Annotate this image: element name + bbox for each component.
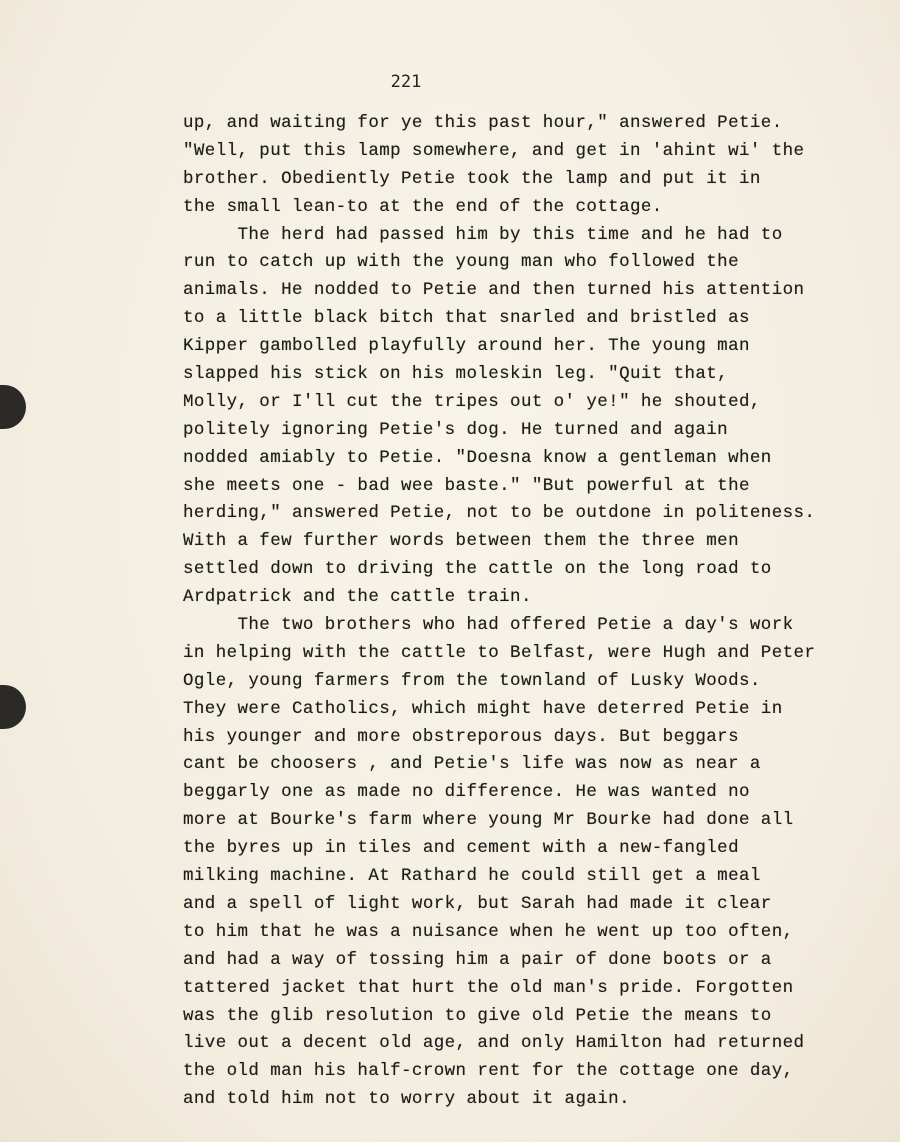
text-line: and had a way of tossing him a pair of done boots or a <box>183 949 772 970</box>
text-line: run to catch up with the young man who followed the <box>183 252 739 273</box>
text-line: the small lean-to at the end of the cottage. <box>183 196 663 217</box>
text-line: "Well, put this lamp somewhere, and get in 'ahint wi' the <box>183 140 805 161</box>
text-line: his younger and more obstreporous days. But beggars <box>183 726 739 747</box>
text-line: Ogle, young farmers from the townland of Lusky Woods. <box>183 670 761 691</box>
text-line: slapped his stick on his moleskin leg. "Quit that, <box>183 364 729 385</box>
text-line: up, and waiting for ye this past hour," answered Petie. <box>183 113 783 133</box>
text-line: brother. Obediently Petie took the lamp and put it in <box>183 168 761 189</box>
text-line: and a spell of light work, but Sarah had made it clear <box>183 893 772 914</box>
text-line: With a few further words between them the three men <box>183 531 739 552</box>
text-line: Ardpatrick and the cattle train. <box>183 587 532 608</box>
text-line: They were Catholics, which might have deterred Petie in <box>183 698 783 719</box>
text-line: more at Bourke's farm where young Mr Bourke had done all <box>183 810 794 831</box>
text-line: in helping with the cattle to Belfast, were Hugh and Peter <box>183 642 816 663</box>
text-line: animals. He nodded to Petie and then turned his attention <box>183 280 805 301</box>
page-number: 221 <box>390 72 422 92</box>
text-line: tattered jacket that hurt the old man's pride. Forgotten <box>183 977 794 998</box>
text-line: live out a decent old age, and only Hamilton had returned <box>183 1033 805 1054</box>
typed-body-text <box>183 110 883 1114</box>
text-line: beggarly one as made no difference. He was wanted no <box>183 782 750 803</box>
text-line: Molly, or I'll cut the tripes out o' ye!" he shouted, <box>183 391 761 412</box>
text-line: settled down to driving the cattle on the long road to <box>183 559 772 580</box>
text-line: to a little black bitch that snarled and bristled as <box>183 308 750 329</box>
text-line: Kipper gambolled playfully around her. The young man <box>183 336 750 357</box>
text-line: was the glib resolution to give old Petie the means to <box>183 1005 772 1026</box>
text-line: The herd had passed him by this time and he had to <box>183 224 783 245</box>
text-line: the old man his half-crown rent for the cottage one day, <box>183 1061 794 1082</box>
punch-hole-upper <box>0 385 26 429</box>
text-line: and told him not to worry about it again. <box>183 1089 630 1110</box>
text-line: she meets one - bad wee baste." "But powerful at the <box>183 475 750 496</box>
text-line: herding," answered Petie, not to be outdone in politeness. <box>183 503 816 524</box>
text-line: to him that he was a nuisance when he went up too often, <box>183 921 794 942</box>
text-line: cant be choosers , and Petie's life was now as near a <box>183 754 761 775</box>
text-line: The two brothers who had offered Petie a day's work <box>183 615 794 636</box>
text-line: milking machine. At Rathard he could still get a meal <box>183 866 761 887</box>
text-line: politely ignoring Petie's dog. He turned and again <box>183 419 729 440</box>
text-line: nodded amiably to Petie. "Doesna know a gentleman when <box>183 447 772 468</box>
punch-hole-lower <box>0 685 26 729</box>
text-line: the byres up in tiles and cement with a new-fangled <box>183 838 739 859</box>
